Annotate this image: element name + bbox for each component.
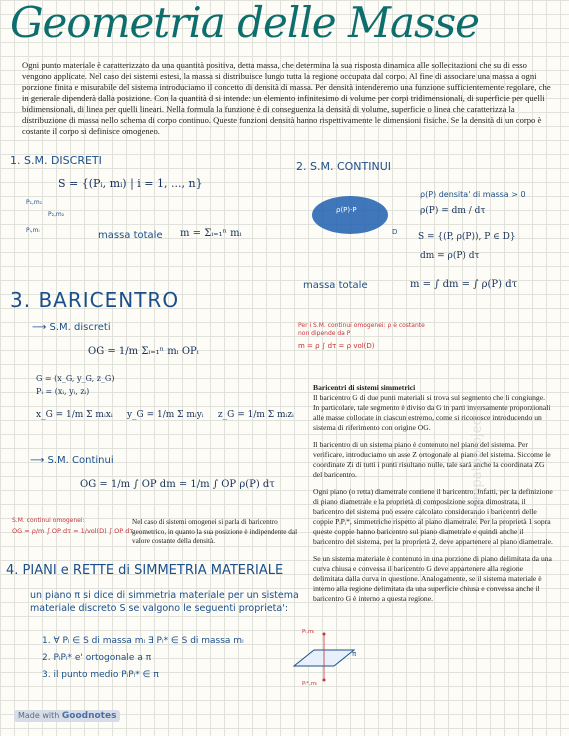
point-label-2: P₂,m₂ bbox=[48, 211, 65, 218]
blob-domain-label: D bbox=[392, 228, 398, 236]
section2-heading: 2. S.M. CONTINUI bbox=[296, 160, 392, 173]
goodnotes-badge[interactable] bbox=[14, 710, 120, 722]
right-column bbox=[313, 383, 553, 611]
section4-item-3: 3. il punto medio PᵢPᵢ* ∈ π bbox=[42, 670, 159, 680]
section3-coord-formulas: x_G = 1/m Σ mᵢxᵢ y_G = 1/m Σ mᵢyᵢ z_G = 1/m Σ mᵢzᵢ bbox=[36, 410, 294, 420]
section3-og-discreti: OG = 1/m Σᵢ₌₁ⁿ mᵢ OPᵢ bbox=[88, 346, 199, 357]
made-with-label: Made with bbox=[18, 711, 60, 720]
right-column-heading: Baricentri di sistemi simmetrici bbox=[313, 383, 416, 392]
section3-omogenei-text: Nel caso di sistemi omogenei si parla di baricentro geometrico, in quanto la sua posizione è indipendente dal valore costante della densità. bbox=[132, 518, 298, 545]
section2-massa-label: massa totale bbox=[303, 280, 368, 291]
section3-p-coords: Pᵢ = (xᵢ, yᵢ, zᵢ) bbox=[36, 387, 90, 396]
section3-g-coords: G = (x_G, y_G, z_G) bbox=[36, 374, 115, 383]
diagram-label-plane: π bbox=[352, 650, 357, 658]
section2-line-1: ρ(P) densita' di massa > 0 bbox=[420, 190, 526, 199]
continuum-blob bbox=[310, 190, 400, 240]
right-paragraph-2: Il baricentro di un sistema piano è contenuto nel piano del sistema. Per verificare, introduciamo un asse Z ortogonale al piano del sistema. Siccome le coordinate Zi di tutti i punti risultano nulle, tale sarà anche la coordinata ZG del baricentro. bbox=[313, 440, 551, 479]
right-paragraph-1: Il baricentro G di due punti materiali si trova sul segmento che li congiunge. In particolare, tale segmento è diviso da G in parti inversamente proporzionali alle masse collocate in ciascun estremo, come si riconosce introducendo un sistema di riferimento con origine OG. bbox=[313, 393, 551, 432]
section3-discreti-label: ⟶ S.M. discreti bbox=[32, 322, 111, 333]
right-paragraph-3: Ogni piano (o retta) diametrale contiene il baricentro. Infatti, per la definizione di piano diametrale e la proprietà di composizione sopra dimostrata, il baricentro del sistema può essere calcolato considerando i baricentri delle coppie PᵢPᵢ*, simmetriche rispetto al piano diametrale. Per la proprietà 1 sopra queste coppie hanno baricentro sul piano diametrale e quindi anche il baricentro del sistema, per la proprietà 2, deve appartenere al piano diametrale. bbox=[313, 487, 553, 546]
section3-continui-text: S.M. Continui bbox=[47, 455, 114, 466]
blob-label: ρ(P)·P bbox=[336, 206, 357, 214]
section3-red-formula: OG = ρ/m ∫ OP dτ = 1/vol(D) ∫ OP dτ bbox=[12, 527, 134, 535]
section2-red-note-2: non dipende da P bbox=[298, 330, 351, 337]
goodnotes-brand: Goodnotes bbox=[61, 711, 117, 721]
section2-red-formula: m = ρ ∫ dτ = ρ vol(D) bbox=[298, 342, 375, 350]
section2-massa-formula: m = ∫ dm = ∫ ρ(P) dτ bbox=[410, 279, 518, 290]
section4-intro: un piano π si dice di simmetria materiale per un sistema materiale discreto S se valgono le seguenti proprieta': bbox=[30, 590, 299, 614]
right-paragraph-4: Se un sistema materiale è contenuto in una porzione di piano delimitata da una curva chiusa e convessa il baricentro G deve appartenere alla regione delimitata dalla curva in questione. Analogamente, se il sistema materiale è interno alla regione delimitata da una superficie chiusa e convessa anche il baricentro G è interno a questa regione. bbox=[313, 554, 552, 603]
section4-item-2: 2. PᵢPᵢ* e' ortogonale a π bbox=[42, 653, 152, 663]
section4-item-1: 1. ∀ Pᵢ ∈ S di massa mᵢ ∃ Pᵢ* ∈ S di massa mᵢ bbox=[42, 636, 244, 646]
section3-continui-label: ⟶ S.M. Continui bbox=[30, 455, 114, 466]
section2-line-2: ρ(P) = dm / dτ bbox=[420, 206, 486, 216]
section3-red-note: S.M. continui omogenei: bbox=[12, 517, 85, 524]
section1-heading: 1. S.M. DISCRETI bbox=[10, 154, 102, 167]
section4-heading: 4. PIANI e RETTE di SIMMETRIA MATERIALE bbox=[6, 563, 284, 578]
symmetry-plane-diagram bbox=[284, 628, 364, 688]
diagram-label-bottom: Pᵢ*,mᵢ bbox=[302, 681, 318, 687]
diagram-label-top: Pᵢ,mᵢ bbox=[302, 629, 315, 635]
section1-massa-label: massa totale bbox=[98, 230, 163, 241]
section2-red-note-1: Per i S.M. continui omogenei: ρ è costante bbox=[298, 322, 425, 329]
intro-paragraph: Ogni punto materiale è caratterizzato da una quantità positiva, detta massa, che determina la sua risposta dinamica alle sollecitazioni che su di esso vengono applicate. Nel caso dei sistemi estesi, la massa si distribuisce lungo tutta la regione occupata dal corpo. Al fine di associare una massa a ogni porzione finita e misurabile del sistema introduciamo il concetto di densità di massa. Per densità intenderemo una funzione sufficientemente regolare, che in generale dipenderà dalla posizione. Con la quantità d si intende: un elemento infinitesimo di volume per corpi tridimensionali, di superficie per quelli bidimensionali, di linea per quelli lineari. Nella formula la funzione è di conseguenza la densità di volume, superficie o linea che caratterizza la distribuzione di massa nello schema di corpo continuo. Queste funzioni densità hanno rispettivamente le dimensioni fisiche. Se la densità di un corpo è costante il corpo si definisce omogeneo. bbox=[22, 60, 551, 136]
section1-massa-formula: m = Σᵢ₌₁ⁿ mᵢ bbox=[180, 228, 242, 239]
section3-og-continui: OG = 1/m ∫ OP dm = 1/m ∫ OP ρ(P) dτ bbox=[80, 479, 275, 490]
section2-line-4: dm = ρ(P) dτ bbox=[420, 251, 480, 261]
page-title: Geometria delle Masse bbox=[10, 0, 479, 47]
point-label-3: Pᵢ,mᵢ bbox=[26, 227, 40, 234]
section1-set: S = {(Pᵢ, mᵢ) | i = 1, ..., n} bbox=[58, 177, 203, 190]
section3-discreti-text: S.M. discreti bbox=[49, 322, 111, 333]
section2-line-3: S = {(P, ρ(P)), P ∈ D} bbox=[418, 232, 516, 242]
watermark: stampatoprojects bbox=[470, 406, 485, 520]
section3-heading: 3. BARICENTRO bbox=[10, 288, 180, 312]
point-label-1: P₁,m₁ bbox=[26, 199, 43, 206]
